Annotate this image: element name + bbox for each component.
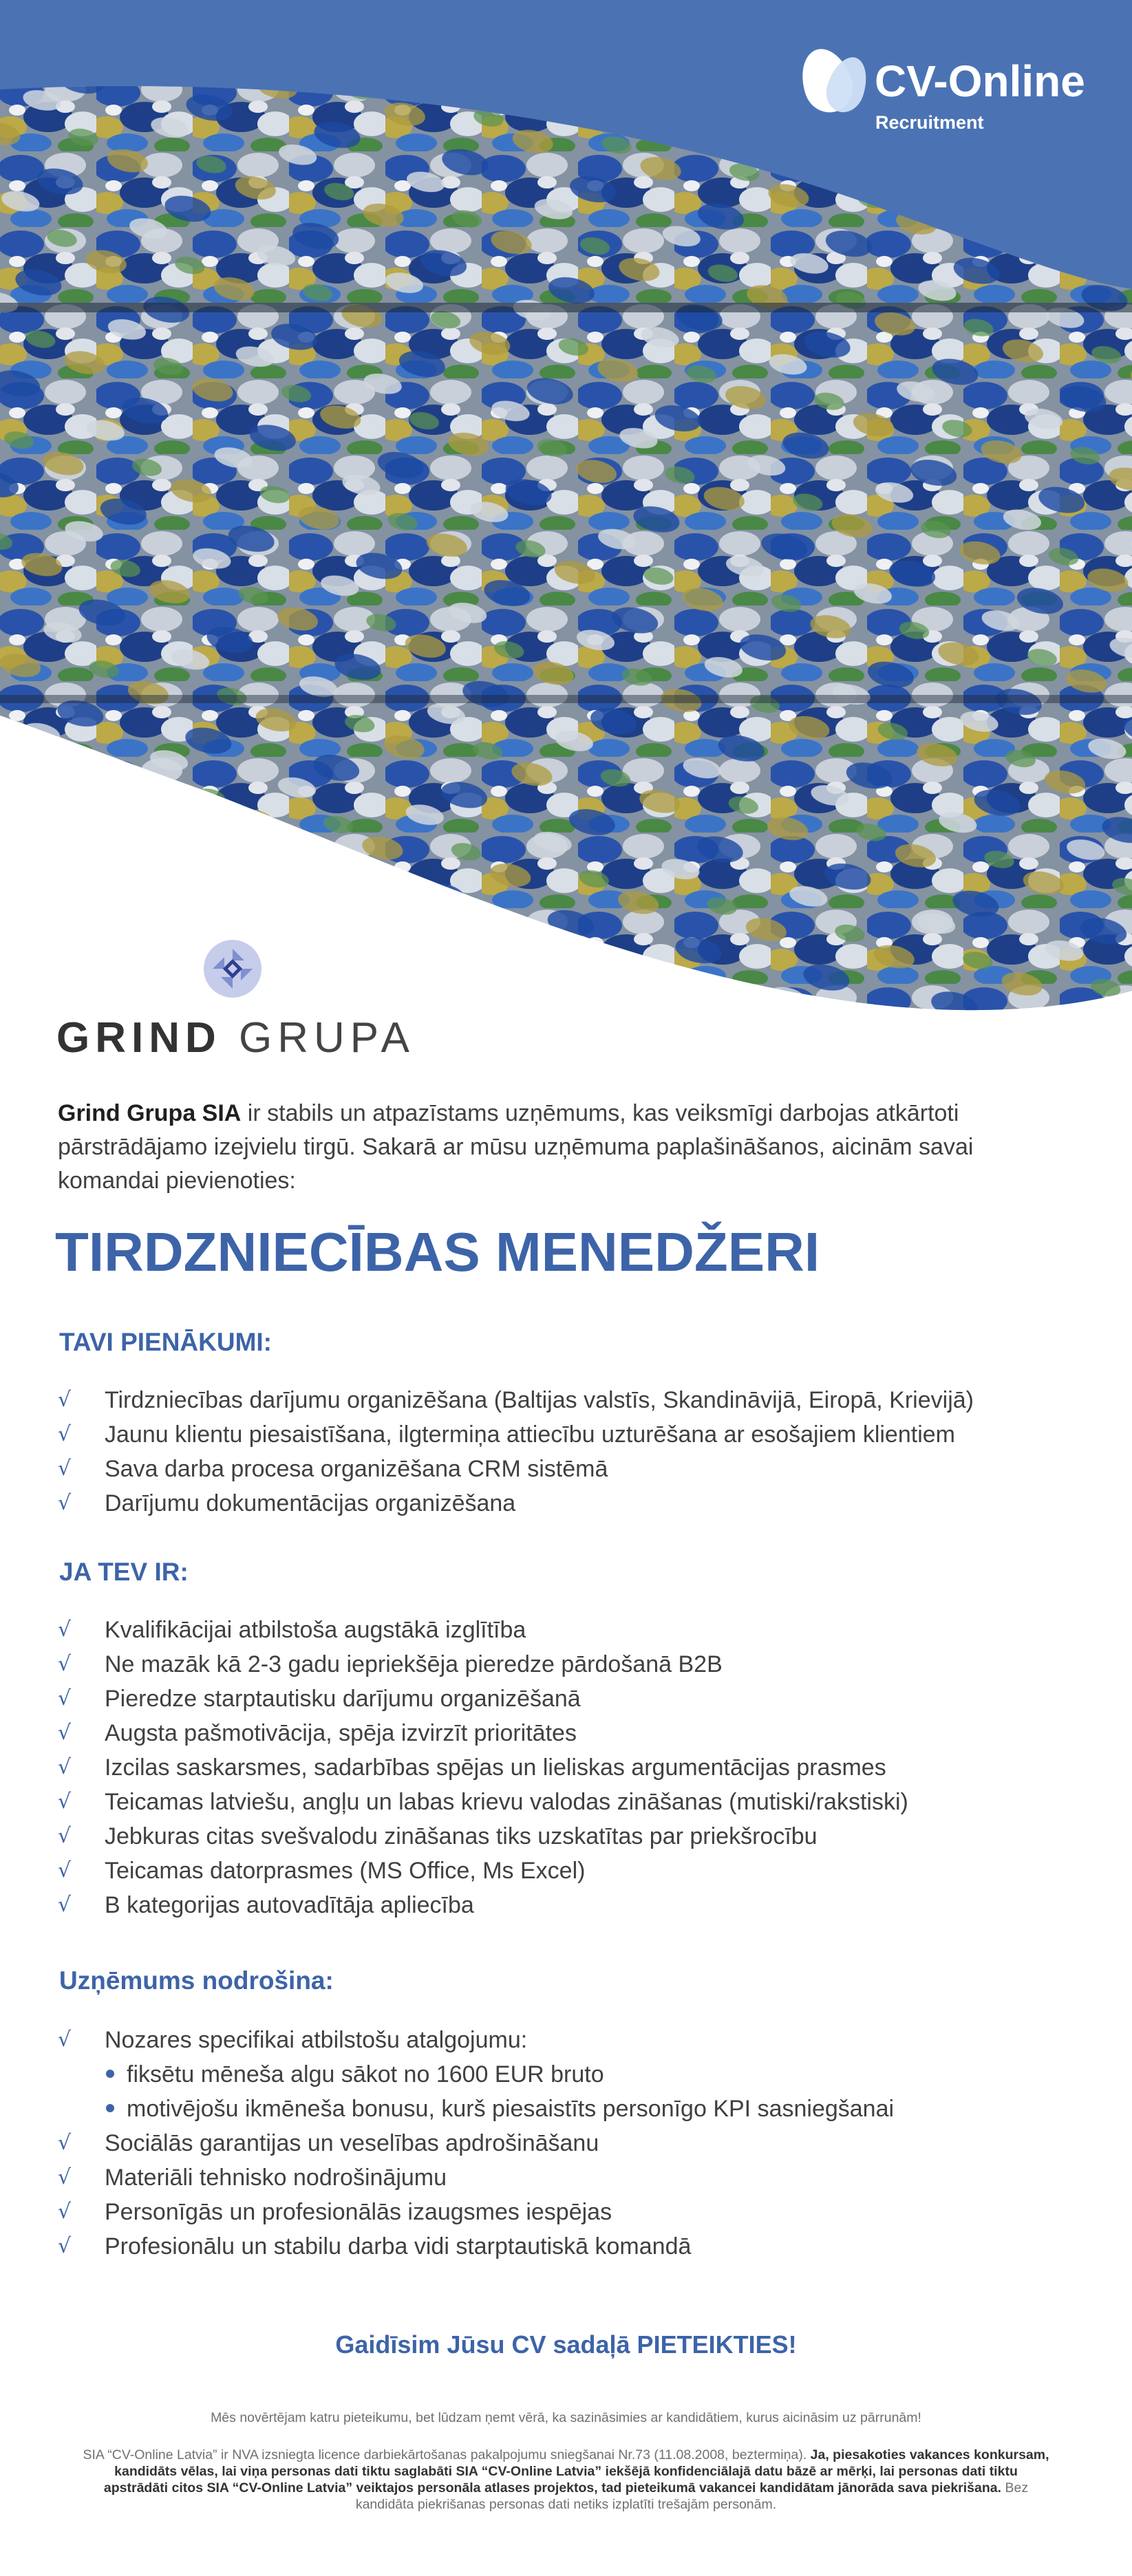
- grind-grupa-logo: [56, 1014, 415, 1062]
- list-item: [58, 1682, 1090, 1716]
- intro-paragraph: [58, 1097, 1076, 1198]
- list-item-text: Profesionālu un stabilu darba vidi starptautiskā komandā: [105, 2233, 692, 2260]
- check-icon: √: [58, 1858, 72, 1882]
- legal-consent-text: Ja, piesakoties vakances konkursam, kandidāts vēlas, lai viņa personas dati tiktu saglabāti SIA “CV-Online Latvia” iekšējā konfidenciālajā datu bāzē ar mērķi, lai personas dati tiktu apstrādāti citos SIA “CV-Online Latvia” veiktajos personāla atlases projektos, tad pieteikumā vakancei kandidātam jānorāda sava piekrišana.: [103, 2447, 1049, 2496]
- logo-word-grind: GRIND: [56, 1014, 222, 1062]
- intro-text: ir stabils un atpazīstams uzņēmums, kas veiksmīgi darbojas atkārtoti pārstrādājamo izejvielu tirgū. Sakarā ar mūsu uzņēmuma paplašināšanos, aicinām savai komandai pievienoties:: [58, 1100, 974, 1194]
- list-item-text: Darījumu dokumentācijas organizēšana: [105, 1490, 516, 1516]
- list-item-text: Teicamas latviešu, angļu un labas krievu valodas zināšanas (mutiski/rakstiski): [105, 1789, 908, 1815]
- list-item: [58, 1716, 1090, 1750]
- footer-legal: [83, 2447, 1049, 2513]
- check-icon: √: [58, 1686, 72, 1710]
- sub-list-item: [105, 2057, 1090, 2092]
- list-item: [58, 1486, 1090, 1521]
- sub-list-item-text: fiksētu mēneša algu sākot no 1600 EUR bruto: [127, 2061, 604, 2087]
- list-item: [58, 2023, 1090, 2126]
- legal-license-text: SIA “CV-Online Latvia” ir NVA izsniegta licence darbiekārtošanas pakalpojumu sniegšanai Nr.73 (11.08.2008, beztermiņa).: [83, 2447, 811, 2462]
- intro-company-name: Grind Grupa SIA: [58, 1100, 242, 1126]
- check-icon: √: [58, 1790, 72, 1814]
- check-icon: √: [58, 1721, 72, 1745]
- cv-online-logo[interactable]: [802, 48, 1098, 138]
- check-icon: √: [58, 2131, 72, 2155]
- grind-grupa-mark-icon: [203, 939, 262, 998]
- footer-note: Mēs novērtējam katru pieteikumu, bet lūdzam ņemt vērā, ka sazināsimies ar kandidātiem, kurus aicināsim uz pārrunām!: [211, 2410, 921, 2425]
- list-item: [58, 1750, 1090, 1785]
- list-item-text: Teicamas datorprasmes (MS Office, Ms Excel): [105, 1858, 586, 1884]
- apply-call-to-action[interactable]: Gaidīsim Jūsu CV sadaļā PIETEIKTIES!: [335, 2330, 797, 2359]
- duties-heading: TAVI PIENĀKUMI:: [59, 1328, 273, 1356]
- bullet-icon: [106, 2070, 114, 2078]
- list-item: [58, 1785, 1090, 1819]
- check-icon: √: [58, 1457, 72, 1481]
- check-icon: √: [58, 1388, 72, 1412]
- list-item-text: Jebkuras citas svešvalodu zināšanas tiks uzskatītas par priekšrocību: [105, 1823, 818, 1849]
- check-icon: √: [58, 1652, 72, 1676]
- logo-word-grupa: GRUPA: [239, 1014, 415, 1062]
- hero-artwork: [0, 0, 1132, 1018]
- list-item: [58, 1819, 1090, 1854]
- list-item-text: B kategorijas autovadītāja apliecība: [105, 1892, 474, 1918]
- list-item: [58, 2195, 1090, 2229]
- list-item-text: Kvalifikācijai atbilstoša augstākā izglītība: [105, 1617, 526, 1643]
- sub-list-item-text: motivējošu ikmēneša bonusu, kurš piesaistīts personīgo KPI sasniegšanai: [127, 2096, 895, 2122]
- list-item: [58, 1383, 1090, 1417]
- list-item: [58, 1613, 1090, 1647]
- requirements-heading: JA TEV IR:: [59, 1558, 189, 1586]
- list-item: [58, 2126, 1090, 2160]
- list-item: [58, 2160, 1090, 2195]
- list-item-text: Nozares specifikai atbilstošu atalgojumu:: [105, 2027, 528, 2053]
- duties-list: [58, 1383, 1090, 1521]
- list-item-text: Personīgās un profesionālās izaugsmes iespējas: [105, 2199, 612, 2225]
- list-item: [58, 1854, 1090, 1888]
- list-item-text: Tirdzniecības darījumu organizēšana (Baltijas valstīs, Skandināvijā, Eiropā, Krievijā): [105, 1387, 974, 1413]
- check-icon: √: [58, 2234, 72, 2258]
- requirements-list: [58, 1613, 1090, 1922]
- job-title: TIRDZNIECĪBAS MENEDŽERI: [55, 1221, 820, 1282]
- bullet-icon: [106, 2104, 114, 2112]
- check-icon: √: [58, 1824, 72, 1848]
- list-item-text: Sava darba procesa organizēšana CRM sistēmā: [105, 1456, 608, 1482]
- list-item-text: Pieredze starptautisku darījumu organizēšanā: [105, 1686, 581, 1712]
- legal-privacy-text: Bez kandidāta piekrišanas personas dati netiks izplatīti trešajām personām.: [355, 2480, 1029, 2512]
- list-item: [58, 1888, 1090, 1922]
- check-icon: √: [58, 2165, 72, 2189]
- check-icon: √: [58, 2200, 72, 2224]
- check-icon: √: [58, 1422, 72, 1446]
- check-icon: √: [58, 1618, 72, 1642]
- sub-list-item: [105, 2092, 1090, 2126]
- offer-list: [58, 2023, 1090, 2264]
- list-item-text: Ne mazāk kā 2-3 gadu iepriekšēja pieredze pārdošanā B2B: [105, 1651, 723, 1677]
- check-icon: √: [58, 1491, 72, 1515]
- list-item-text: Izcilas saskarsmes, sadarbības spējas un lieliskas argumentācijas prasmes: [105, 1754, 886, 1781]
- list-item-text: Sociālās garantijas un veselības apdrošināšanu: [105, 2130, 599, 2156]
- list-item: [58, 1647, 1090, 1682]
- list-item: [58, 1417, 1090, 1452]
- list-item-text: Jaunu klientu piesaistīšana, ilgtermiņa attiecību uzturēšana ar esošajiem klientiem: [105, 1421, 955, 1448]
- check-icon: √: [58, 1893, 72, 1917]
- brand-subtitle: Recruitment: [875, 112, 984, 133]
- offer-heading: Uzņēmums nodrošina:: [59, 1966, 334, 1995]
- check-icon: √: [58, 1755, 72, 1779]
- salary-sublist: [105, 2057, 1090, 2126]
- brand-name: CV-Online: [875, 56, 1085, 106]
- list-item-text: Augsta pašmotivācija, spēja izvirzīt prioritātes: [105, 1720, 577, 1746]
- hero-banner: [0, 0, 1132, 1018]
- check-icon: √: [58, 2028, 72, 2052]
- list-item-text: Materiāli tehnisko nodrošinājumu: [105, 2165, 447, 2191]
- list-item: [58, 1452, 1090, 1486]
- list-item: [58, 2229, 1090, 2264]
